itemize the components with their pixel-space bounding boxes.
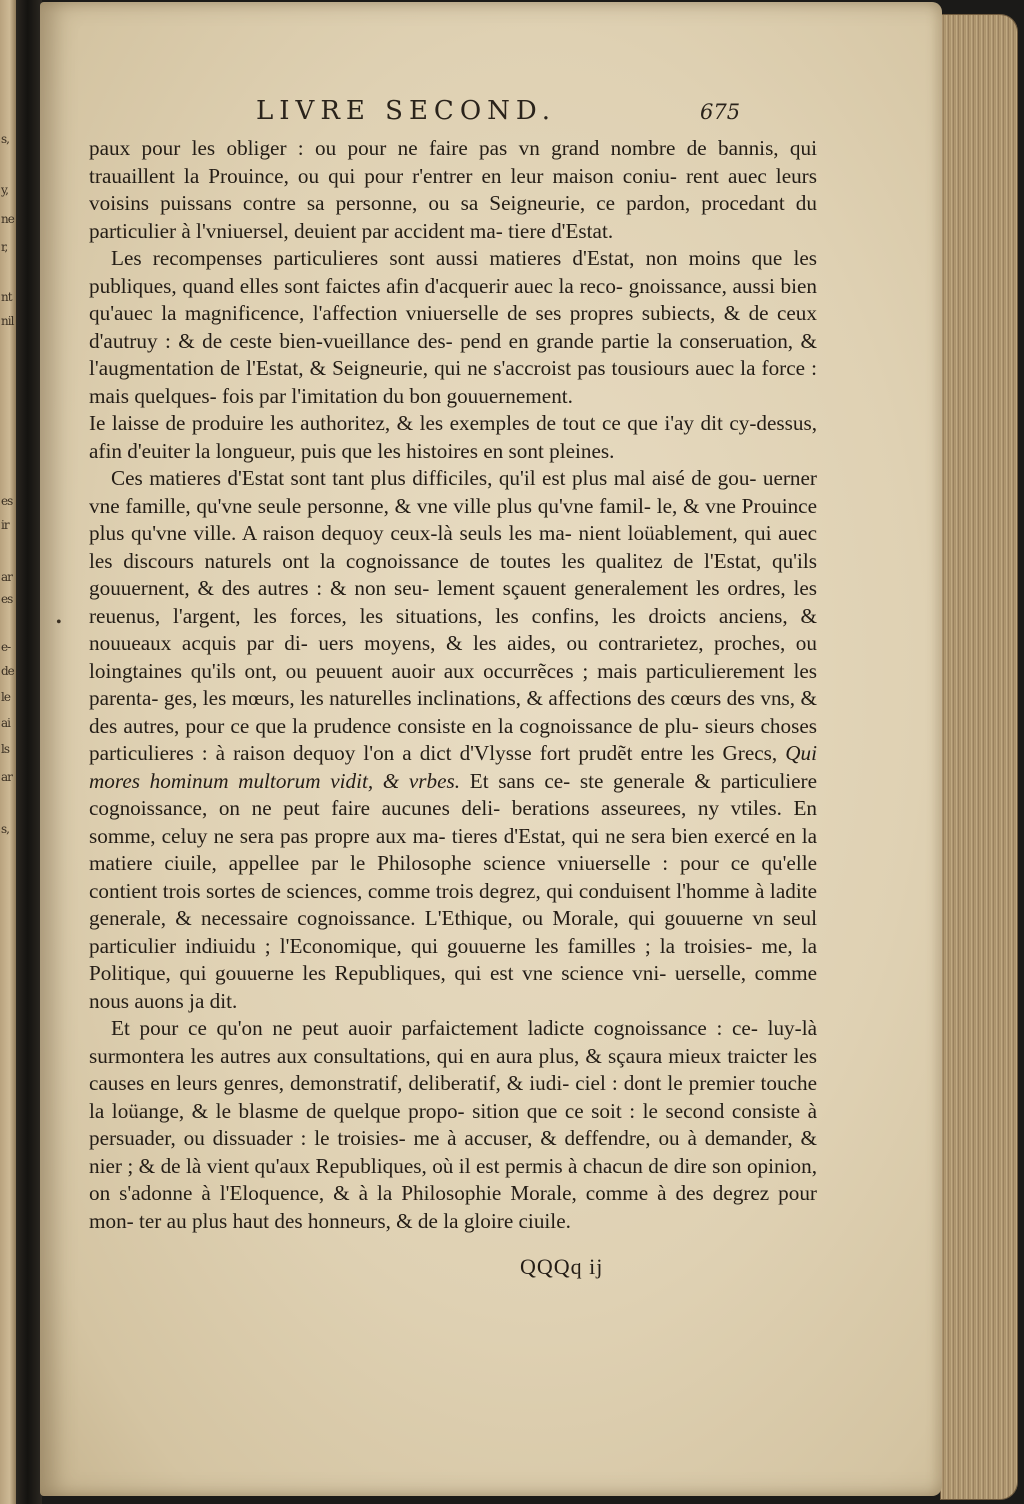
stacked-page-edges [940,14,1018,1500]
facing-page-fragment: es [1,592,13,606]
facing-page-fragment: es [1,494,13,508]
paragraph-text: Ces matieres d'Estat sont tant plus difficiles, qu'il est plus mal aisé de gou- uerner vne famille, qu'vne seule personne, & vne ville plus qu'vne famil- le, & vne Prouince plus qu'vne ville. A raison dequoy ceux-là seuls les ma- nient loüablement, qui auec les discours naturels ont la cognoissance de toutes les qualitez de l'Estat, qu'ils gouuernent, & des autres : & non seu- lement sçauent generalement les ordres, les reuenus, l'argent, les forces, les situations, les confins, les droicts anciens, & nouueaux acquis par di- uers moyens, & les aides, ou contrarietez, proches, ou loingtaines qu'ils ont, ou peuuent auoir aux occurrẽces ; mais particulierement les parenta- ges, les mœurs, les naturelles inclinations, & affections des cœurs des vns, & des autres, pour ce que la prudence consiste en la cognoissance de plu- sieurs choses particulieres : à raison dequoy l'on a dict d'Vlysse fort prudẽt entre les Grecs, [89,466,817,765]
facing-page-fragment: e- [1,640,11,654]
body-text [89,135,817,1235]
facing-page-fragment: r, [1,240,8,254]
facing-page-fragment: s, [1,132,9,146]
latin-quotation: Qui mores hominum multorum vidit, & vrbes. [89,741,818,793]
book-gutter [16,0,42,1504]
facing-page-fragment: le [1,690,10,704]
paragraph: Et pour ce qu'on ne peut auoir parfaictement ladicte cognoissance : ce- luy-là surmontera les autres aux consultations, qui en aura plus, & sçaura mieux traicter les causes en leurs genres, demonstratif, deliberatif, & iudi- ciel : dont le premier touche la loüange, & le blasme de quelque propo- sition que ce soit : le second consiste à persuader, ou dissuader : le troisies- me à accuser, & deffendre, ou à demander, & nier ; & de là vient qu'aux Republiques, où il est permis à chacun de dire son opinion, on s'adonne à l'Eloquence, & à la Philosophie Morale, comme à des degrez pour mon- ter au plus haut des honneurs, & de la gloire ciuile. [89,1016,817,1233]
facing-page-fragment: nil [1,314,14,328]
facing-page-fragment: ai [1,716,10,730]
margin-mark: • [56,614,62,631]
facing-page-fragment: ne [1,212,14,226]
paragraph [89,465,817,1015]
signature-mark: QQQq ij [520,1254,604,1279]
paragraph: Ie laisse de produire les authoritez, & les exemples de tout ce que i'ay dit cy-dessus, afin d'euiter la longueur, puis que les histoires en sont pleines. [89,411,817,463]
facing-page-fragment: nt [1,290,12,304]
facing-page-fragment: ar [1,770,12,784]
facing-page-fragment: s, [1,822,9,836]
page-header [40,90,942,130]
paragraph: paux pour les obliger : ou pour ne faire pas vn grand nombre de bannis, qui trauaillent la Prouince, ou qui pour r'entrer en leur maison coniu- rent auec leurs voisins puissans contre sa personne, ou sa Seigneurie, ce pardon, procedant du particulier à l'vniuersel, deuient par accident ma- tiere d'Estat. [89,136,817,243]
facing-page-fragment: y, [1,183,8,197]
facing-page-edge [0,0,16,1504]
facing-page-fragment: de [1,664,14,678]
book-page [40,2,942,1496]
paragraph: Les recompenses particulieres sont aussi matieres d'Estat, non moins que les publiques, quand elles sont faictes afin d'acquerir auec la reco- gnoissance, aussi bien qu'auec la magnificence, l'affection vniuerselle de ses propres subiects, & de ceux d'autruy : & de ceste bien-vueillance des- pend en grande partie la conseruation, & l'augmentation de l'Estat, & Seigneurie, qui ne s'accroist pas tousiours auec la force : mais quelques- fois par l'imitation du bon gouuernement. [89,246,817,408]
running-title: LIVRE SECOND. [256,96,557,126]
page-number: 675 [700,100,741,124]
facing-page-fragment: ir [1,518,9,532]
facing-page-fragment: ar [1,570,12,584]
paragraph-text-continued: Et sans ce- ste generale & particuliere cognoissance, on ne peut faire aucunes deli- berations asseurees, ny vtiles. En somme, celuy ne sera pas propre aux ma- tieres d'Estat, qui ne sera bien exercé en la matiere ciuile, appellee par le Philosophe science vniuerselle : pour ce qu'elle contient trois sortes de sciences, comme trois degrez, qui conduisent l'homme à ladite generale, & necessaire cognoissance. L'Ethique, ou Morale, qui gouuerne vn seul particulier indiuidu ; l'Economique, qui gouuerne les familles ; la troisies- me, la Politique, qui gouuerne les Republiques, qui est vne science vni- uerselle, comme nous auons ja dit. [89,768,817,1013]
facing-page-fragment: ls [1,742,9,756]
